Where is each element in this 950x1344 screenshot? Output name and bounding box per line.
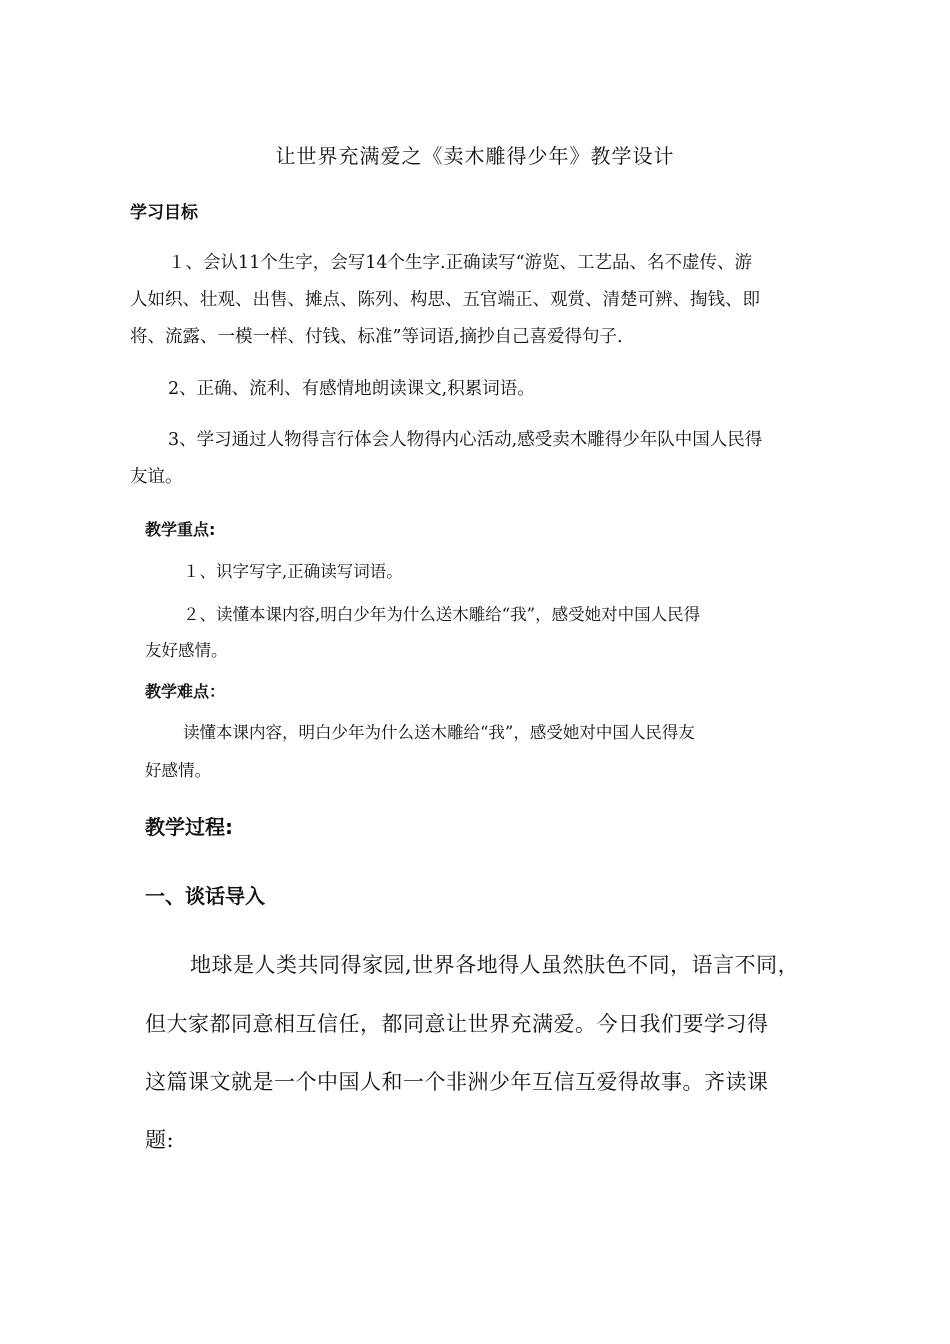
key-point-2-line-2: 友好感情。 (145, 641, 228, 660)
objective-1-line-3: 将、流露、一模一样、付钱、标准”等词语,摘抄自己喜爱得句子. (130, 327, 623, 347)
objective-2: 2、正确、流利、有感情地朗读课文,积累词语。 (168, 379, 535, 399)
section-1-heading: 一、谈话导入 (145, 884, 265, 908)
difficulties-line-2: 好感情。 (145, 761, 211, 780)
section-1-line-2: 但大家都同意相互信任，都同意让世界充满爱。今日我们要学习得 (145, 1012, 769, 1036)
process-heading: 教学过程: (145, 815, 233, 839)
section-1-line-4: 题: (145, 1128, 175, 1152)
objective-1-line-2: 人如织、壮观、出售、摊点、陈列、构思、五官端正、观赏、清楚可辨、掏钱、即 (130, 290, 760, 310)
document-title: 让世界充满爱之《卖木雕得少年》教学设计 (275, 144, 675, 168)
objectives-heading: 学习目标 (130, 203, 198, 223)
difficulties-heading: 教学难点： (145, 682, 226, 701)
difficulties-line-1: 读懂本课内容，明白少年为什么送木雕给“我”，感受她对中国人民得友 (183, 723, 695, 742)
key-point-1: １、识字写字,正确读写词语。 (183, 562, 403, 581)
section-1-line-3: 这篇课文就是一个中国人和一个非洲少年互信互爱得故事。齐读课 (145, 1070, 769, 1094)
objective-3-line-2: 友谊。 (130, 467, 183, 487)
objective-1-line-1: １、会认11个生字，会写14个生字.正确读写“游览、工艺品、名不虚传、游 (168, 253, 753, 273)
key-points-heading: 教学重点: (145, 520, 216, 539)
section-1-line-1: 地球是人类共同得家园,世界各地得人虽然肤色不同，语言不同， (190, 953, 800, 977)
key-point-2-line-1: ２、读懂本课内容,明白少年为什么送木雕给“我”，感受她对中国人民得 (183, 605, 701, 624)
objective-3-line-1: 3、学习通过人物得言行体会人物得内心活动,感受卖木雕得少年队中国人民得 (168, 430, 763, 450)
